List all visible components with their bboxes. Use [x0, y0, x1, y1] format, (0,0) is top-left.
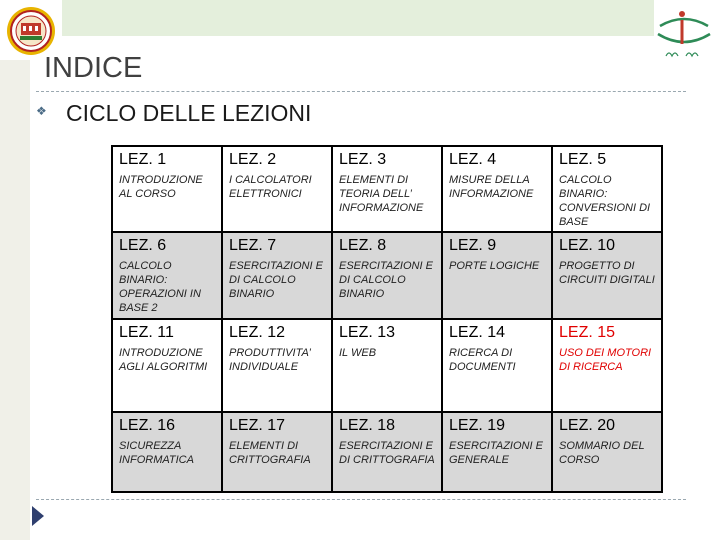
lesson-number: LEZ. 8 [339, 237, 387, 254]
lesson-number: LEZ. 4 [449, 151, 497, 168]
lesson-topic: USO DEI MOTORI DI RICERCA [559, 347, 652, 373]
lesson-number: LEZ. 19 [449, 417, 506, 434]
lesson-topic: ESERCITAZIONI E DI CALCOLO BINARIO [229, 260, 323, 300]
lesson-cell [222, 319, 332, 412]
section-subtitle: CICLO DELLE LEZIONI [66, 100, 312, 126]
lesson-cell [332, 412, 442, 492]
table-row [112, 232, 662, 319]
lesson-cell [112, 412, 222, 492]
lesson-cell [442, 412, 552, 492]
divider-bottom [36, 499, 686, 500]
lesson-topic: CALCOLO BINARIO: OPERAZIONI IN BASE 2 [119, 260, 201, 314]
lesson-number: LEZ. 13 [339, 324, 396, 341]
top-decor-band [62, 0, 654, 36]
lesson-topic: SOMMARIO DEL CORSO [559, 440, 645, 466]
lesson-number: LEZ. 5 [559, 151, 607, 168]
lesson-topic: ESERCITAZIONI E GENERALE [449, 440, 543, 466]
lesson-topic: SICUREZZA INFORMATICA [119, 440, 194, 466]
brand-logo [652, 4, 716, 64]
lesson-number: LEZ. 17 [229, 417, 286, 434]
university-seal-logo [6, 6, 56, 56]
lesson-number: LEZ. 2 [229, 151, 277, 168]
lesson-cell [552, 232, 662, 319]
lesson-number: LEZ. 6 [119, 237, 167, 254]
page-title: INDICE [44, 52, 143, 84]
lesson-number: LEZ. 10 [559, 237, 616, 254]
lesson-cell [332, 146, 442, 232]
table-row [112, 319, 662, 412]
lesson-cell [112, 232, 222, 319]
lesson-cell [552, 146, 662, 232]
lesson-topic: CALCOLO BINARIO: CONVERSIONI DI BASE [559, 174, 651, 228]
lesson-number: LEZ. 11 [119, 324, 174, 341]
lesson-topic: PROGETTO DI CIRCUITI DIGITALI [559, 260, 655, 286]
lesson-topic: RICERCA DI DOCUMENTI [449, 347, 516, 373]
lesson-number: LEZ. 12 [229, 324, 286, 341]
lesson-number: LEZ. 20 [559, 417, 616, 434]
lesson-cell [222, 412, 332, 492]
lesson-cell [222, 146, 332, 232]
lesson-number: LEZ. 9 [449, 237, 497, 254]
lesson-topic: ELEMENTI DI CRITTOGRAFIA [229, 440, 311, 466]
lesson-cell [112, 146, 222, 232]
lesson-number: LEZ. 1 [119, 151, 167, 168]
lesson-number: LEZ. 7 [229, 237, 277, 254]
lesson-topic: INTRODUZIONE AL CORSO [119, 174, 203, 200]
lesson-cell [552, 412, 662, 492]
lesson-cell-highlighted [552, 319, 662, 412]
lesson-number: LEZ. 15 [559, 324, 616, 341]
lesson-topic: INTRODUZIONE AGLI ALGORITMI [119, 347, 208, 373]
lesson-cell [112, 319, 222, 412]
lesson-number: LEZ. 3 [339, 151, 387, 168]
lesson-cell [332, 232, 442, 319]
lesson-table [111, 145, 663, 493]
lesson-topic: PORTE LOGICHE [449, 260, 540, 272]
lesson-number: LEZ. 16 [119, 417, 176, 434]
lesson-topic: MISURE DELLA INFORMAZIONE [449, 174, 534, 200]
table-row [112, 146, 662, 232]
lesson-topic: ESERCITAZIONI E DI CALCOLO BINARIO [339, 260, 433, 300]
lesson-number: LEZ. 14 [449, 324, 506, 341]
lesson-cell [222, 232, 332, 319]
divider-top [36, 91, 686, 92]
bullet-icon: ❖ [36, 104, 47, 118]
lesson-topic: PRODUTTIVITA’ INDIVIDUALE [229, 347, 311, 373]
play-arrow-icon[interactable] [32, 506, 44, 526]
lesson-number: LEZ. 18 [339, 417, 396, 434]
lesson-topic: I CALCOLATORI ELETTRONICI [229, 174, 312, 200]
left-decor-band [0, 60, 30, 540]
lesson-topic: ESERCITAZIONI E DI CRITTOGRAFIA [339, 440, 435, 466]
lesson-cell [442, 232, 552, 319]
lesson-cell [442, 319, 552, 412]
lesson-cell [442, 146, 552, 232]
table-row [112, 412, 662, 492]
lesson-cell [332, 319, 442, 412]
lesson-topic: ELEMENTI DI TEORIA DELL’ INFORMAZIONE [339, 174, 424, 214]
lesson-topic: IL WEB [339, 347, 377, 359]
